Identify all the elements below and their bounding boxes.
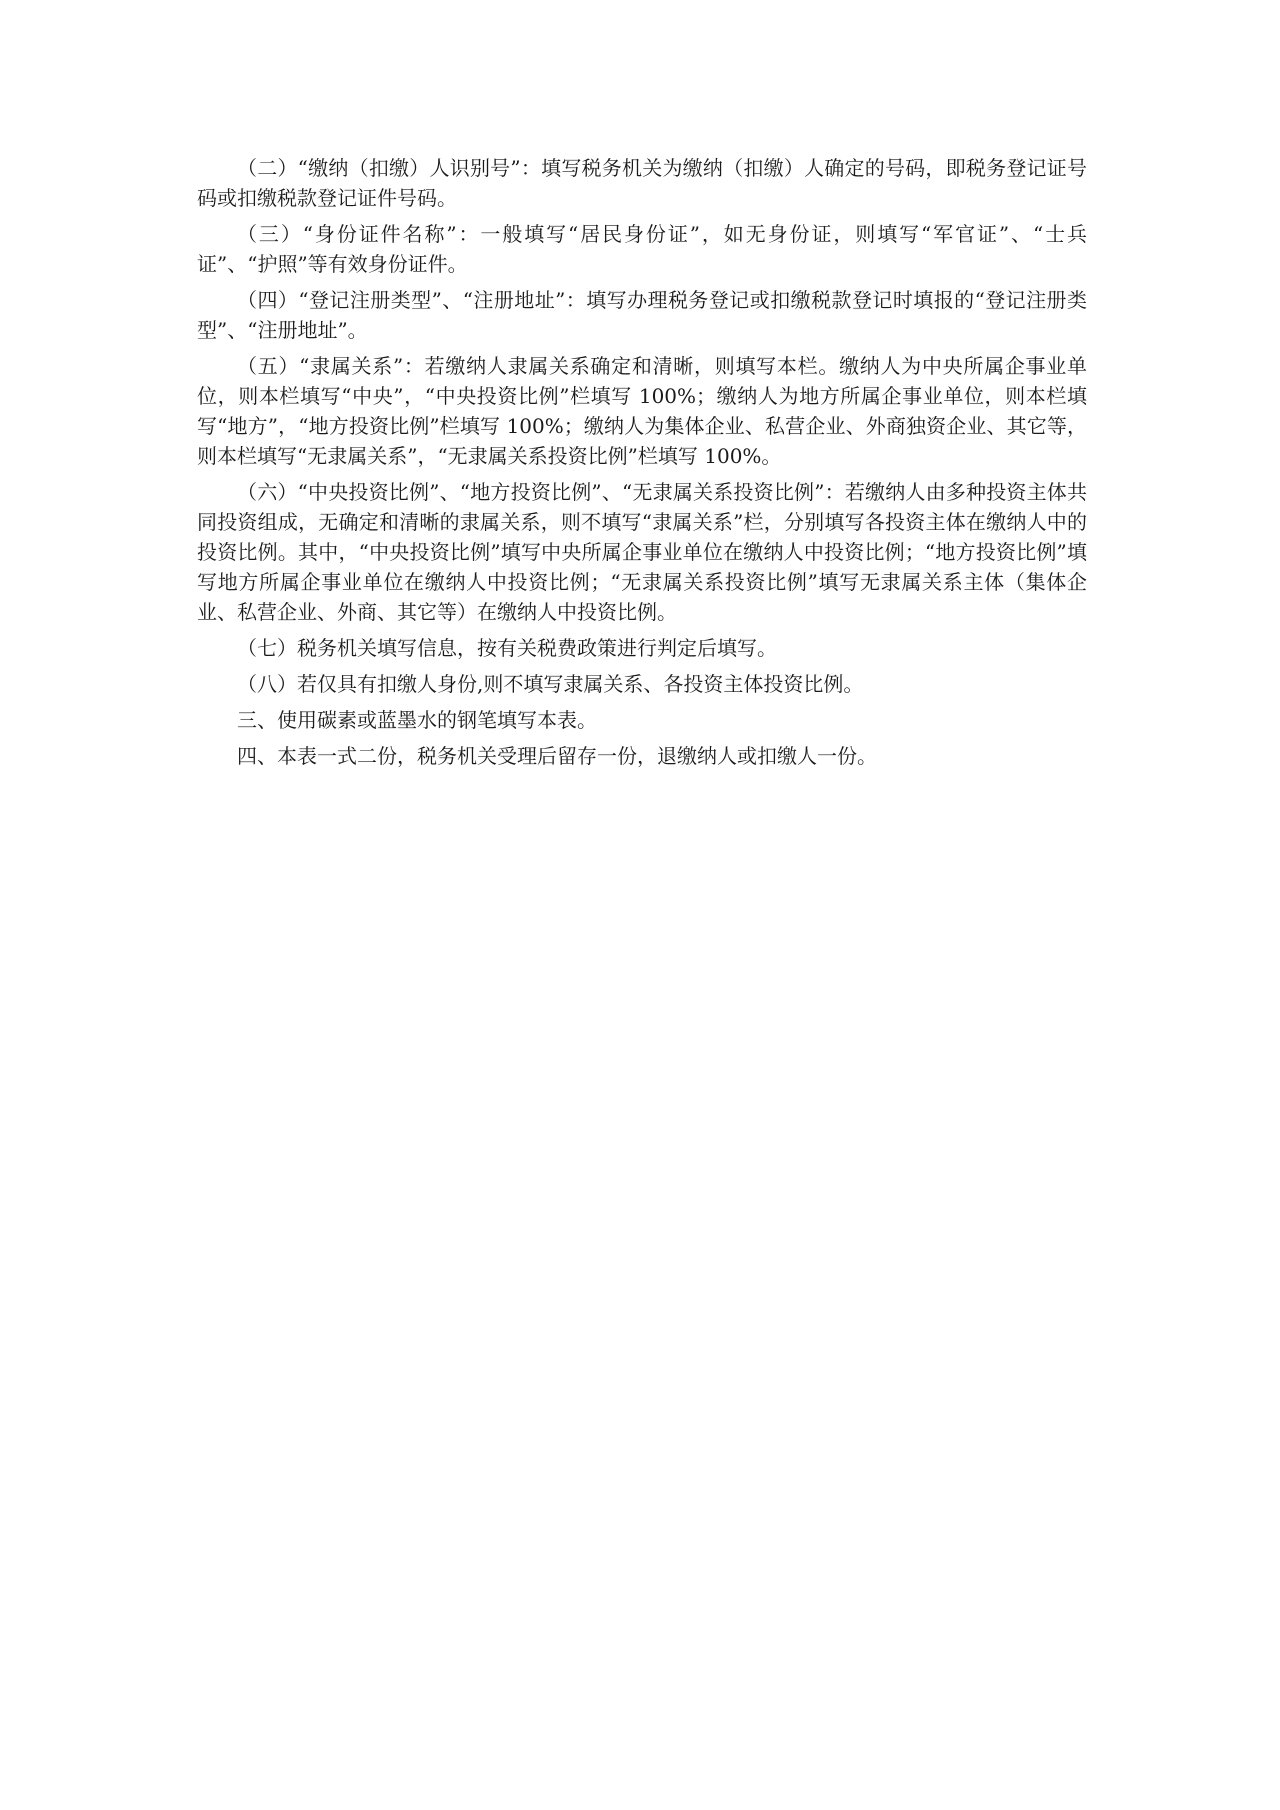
paragraph-taxpayer-id: （二）“缴纳（扣缴）人识别号”：填写税务机关为缴纳（扣缴）人确定的号码，即税务登记证号码或扣缴税款登记证件号码。 <box>197 156 1087 210</box>
paragraph-investment-ratio: （六）“中央投资比例”、“地方投资比例”、“无隶属关系投资比例”：若缴纳人由多种投资主体共同投资组成，无确定和清晰的隶属关系，则不填写“隶属关系”栏，分别填写各投资主体在缴纳人中的投资比例。其中，“中央投资比例”填写中央所属企事业单位在缴纳人中投资比例；“地方投资比例”填写地方所属企事业单位在缴纳人中投资比例；“无隶属关系投资比例”填写无隶属关系主体（集体企业、私营企业、外商、其它等）在缴纳人中投资比例。 <box>197 480 1087 624</box>
instructions-body <box>197 153 1087 777</box>
paragraph-id-document-name: （三）“身份证件名称”：一般填写“居民身份证”，如无身份证，则填写“军官证”、“士兵证”、“护照”等有效身份证件。 <box>197 222 1087 276</box>
paragraph-copies: 四、本表一式二份，税务机关受理后留存一份，退缴纳人或扣缴人一份。 <box>237 744 877 768</box>
paragraph-pen-requirement: 三、使用碳素或蓝墨水的钢笔填写本表。 <box>237 708 597 732</box>
paragraph-tax-authority-info: （七）税务机关填写信息，按有关税费政策进行判定后填写。 <box>237 636 777 660</box>
paragraph-registration-type: （四）“登记注册类型”、“注册地址”：填写办理税务登记或扣缴税款登记时填报的“登记注册类型”、“注册地址”。 <box>197 288 1087 342</box>
paragraph-withholding-only: （八）若仅具有扣缴人身份,则不填写隶属关系、各投资主体投资比例。 <box>237 672 864 696</box>
paragraph-affiliation: （五）“隶属关系”：若缴纳人隶属关系确定和清晰，则填写本栏。缴纳人为中央所属企事业单位，则本栏填写“中央”，“中央投资比例”栏填写 100%；缴纳人为地方所属企事业单位，则本栏填写“地方”，“地方投资比例”栏填写 100%；缴纳人为集体企业、私营企业、外商独资企业、其它等，则本栏填写“无隶属关系”，“无隶属关系投资比例”栏填写 100%。 <box>197 354 1087 468</box>
